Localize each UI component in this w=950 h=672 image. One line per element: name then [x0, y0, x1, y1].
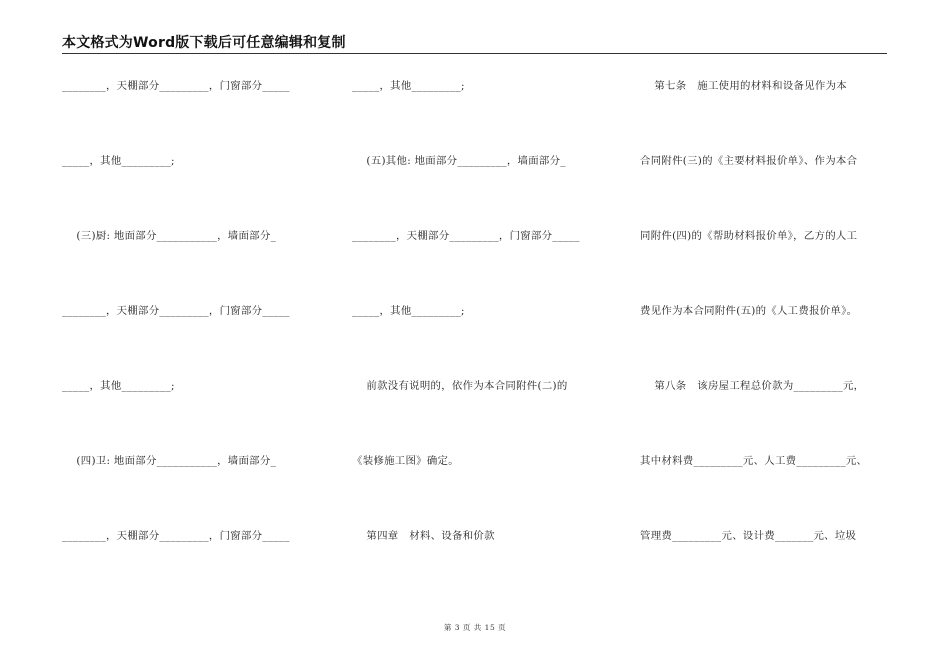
- article-heading: 第八条 该房屋工程总价款为_________元，: [640, 380, 865, 392]
- text-line: 其中材料费_________元、人工费_________元、: [640, 455, 868, 467]
- text-line: 管理费_________元、设计费_______元、垃圾: [640, 530, 857, 542]
- header-rule: [62, 53, 887, 54]
- text-line: (三)厨: 地面部分___________，墙面部分_: [62, 230, 277, 242]
- text-line: 合同附件(三)的《主要材料报价单》、作为本合: [640, 155, 858, 167]
- text-line: _____，其他_________;: [62, 155, 175, 167]
- text-line: ________，天棚部分_________，门窗部分_____: [62, 305, 290, 317]
- text-line: _____，其他_________;: [352, 80, 465, 92]
- document-header-title: 本文格式为Word版下载后可任意编辑和复制: [62, 35, 346, 51]
- article-heading: 第七条 施工使用的材料和设备见作为本: [640, 80, 847, 92]
- text-line: ________，天棚部分_________，门窗部分_____: [62, 530, 290, 542]
- text-line: _____，其他_________;: [352, 305, 465, 317]
- text-line: 同附件(四)的《帮助材料报价单》，乙方的人工: [640, 230, 858, 242]
- text-line: _____，其他_________;: [62, 380, 175, 392]
- chapter-heading: 第四章 材料、设备和价款: [352, 530, 495, 542]
- text-line: ________，天棚部分_________，门窗部分_____: [352, 230, 580, 242]
- text-line: (四)卫: 地面部分___________，墙面部分_: [62, 455, 277, 467]
- text-line: 《装修施工图》确定。: [352, 455, 459, 467]
- page-number-footer: 第 3 页 共 15 页: [443, 623, 507, 632]
- text-line: ________，天棚部分_________，门窗部分_____: [62, 80, 290, 92]
- text-line: 前款没有说明的，依作为本合同附件(二)的: [352, 380, 568, 392]
- text-line: 费见作为本合同附件(五)的《人工费报价单》。: [640, 305, 858, 317]
- text-line: (五)其他: 地面部分_________，墙面部分_: [352, 155, 566, 167]
